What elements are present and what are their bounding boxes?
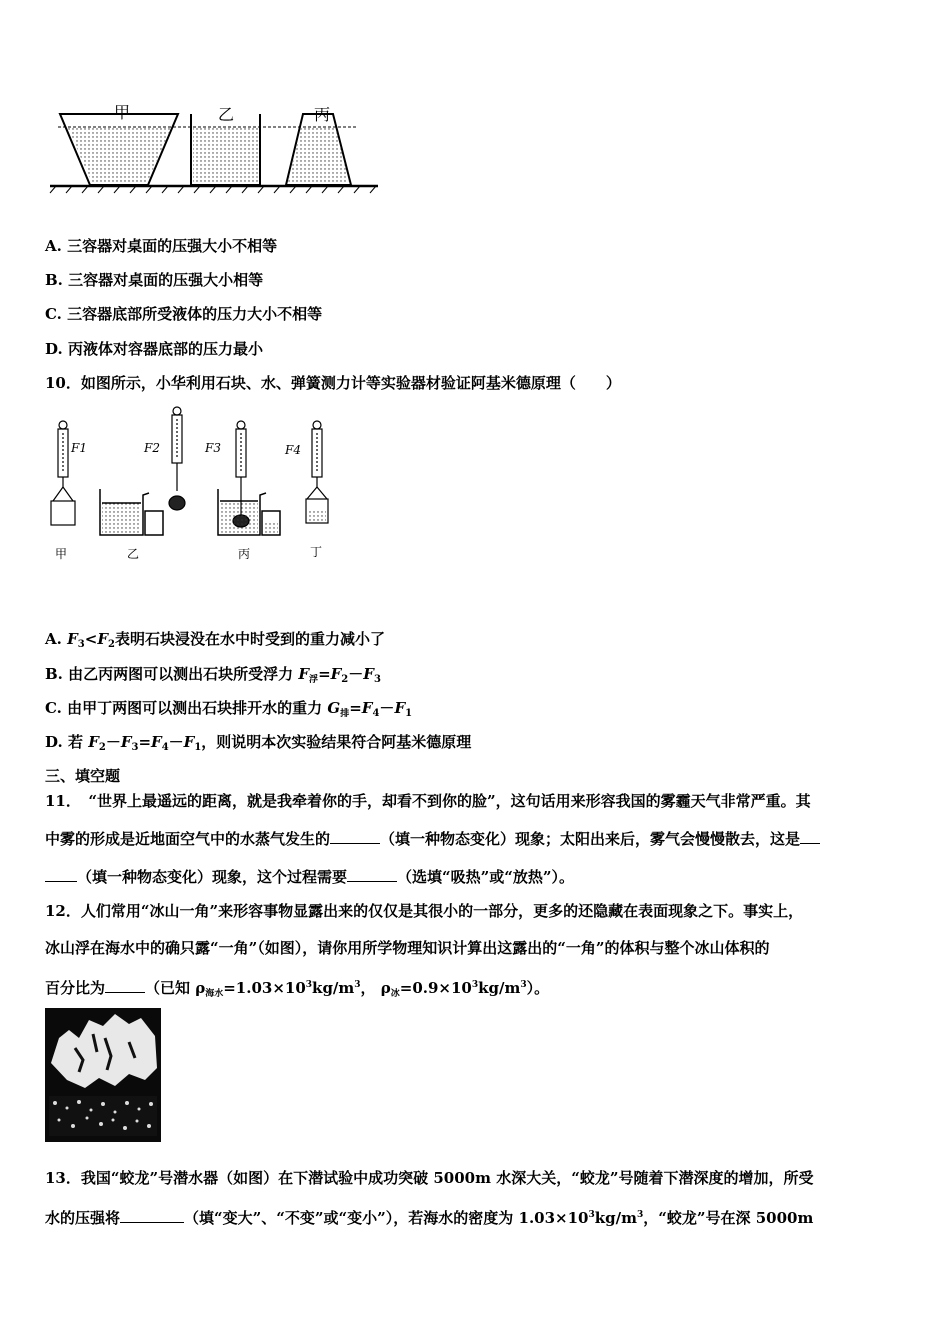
container-label-yi: 乙 [218,105,235,124]
q11-blank-3[interactable] [347,867,397,882]
q9-option-c: C. 三容器底部所受液体的压力大小不相等 [45,305,323,323]
panel-label-jia: 甲 [55,547,68,561]
q11-line3: （填一种物态变化）现象，这个过程需要 （选填“吸热”或“放热”）。 [45,867,574,887]
panel-label-bing: 丙 [238,547,251,561]
overflow-beaker-yi [100,489,163,535]
q13-blank[interactable] [120,1208,184,1223]
q12-line3: 百分比为 （已知 $\rho_{海水}=1.03\times 10^3kg/m^3$， $\rho_冰=0.9\times 10^3kg/m^3$）。 [45,979,550,999]
q9-option-d: D. 丙液体对容器底部的压力最小 [45,340,263,358]
q10-stem: 10．如图所示，小华利用石块、水、弹簧测力计等实验器材验证阿基米德原理（ ） [45,374,621,392]
scale-ding [306,421,328,523]
force-label-f2: F2 [144,441,160,455]
q12-line1: 12．人们常用“冰山一角”来形容事物显露出来的仅仅是其很小的一部分，更多的还隐藏在表面现象之下。事实上， [45,902,804,920]
q9-option-b: B. 三容器对桌面的压强大小相等 [45,271,264,289]
force-label-f1: F1 [71,441,87,455]
container-label-jia: 甲 [114,103,131,122]
q10-option-b: B. 由乙丙两图可以测出石块所受浮力 $F_浮=F_2-F_3$ [45,665,381,685]
q12-line2: 冰山浮在海水中的确只露“一角”（如图），请你用所学物理知识计算出这露出的“一角”的体积与整个冰山体积的 [45,939,770,957]
container-label-bing: 丙 [314,105,331,124]
q11-blank-2b[interactable] [45,867,77,882]
panel-label-ding: 丁 [310,545,323,559]
containers-diagram [48,100,383,200]
force-label-f4: F4 [285,443,301,457]
archimedes-diagram [45,403,345,568]
q11-line1: 11． “世界上最遥远的距离，就是我牵着你的手，却看不到你的脸”，这句话用来形容我国的雾霾天气非常严重。其 [45,792,811,810]
q11-blank-2a[interactable] [800,829,820,844]
q10-option-a: A. $F_3<F_2$表明石块浸没在水中时受到的重力减小了 [45,630,385,650]
section-title: 三、填空题 [45,767,121,785]
q13-line1: 13．我国“蛟龙”号潜水器（如图）在下潜试验中成功突破 5000m 水深大关，“蛟龙”号随着下潜深度的增加，所受 [45,1169,814,1187]
scale-jia [51,421,75,525]
panel-label-yi: 乙 [127,547,140,561]
q9-option-a: A. 三容器对桌面的压强大小不相等 [45,237,278,255]
scale-yi [169,407,185,510]
q11-line2: 中雾的形成是近地面空气中的水蒸气发生的 （填一种物态变化）现象；太阳出来后，雾气会慢慢散去，这是 [45,829,820,849]
q13-line2: 水的压强将 （填“变大”、“不变”或“变小”），若海水的密度为 $1.03\times 10^3kg/m^3$，“蛟龙”号在深 5000m [45,1209,814,1227]
q12-blank[interactable] [105,978,145,993]
iceberg-image [45,1008,161,1142]
overflow-beaker-bing [218,489,280,535]
containers-figure [48,100,383,200]
q10-option-c: C. 由甲丁两图可以测出石块排开水的重力 $G_排=F_4-F_1$ [45,699,413,719]
q10-option-d: D. 若 $F_2-F_3=F_4-F_1$，则说明本次实验结果符合阿基米德原理 [45,733,472,753]
force-label-f3: F3 [205,441,221,455]
q11-blank-1[interactable] [330,829,380,844]
archimedes-figure [45,403,345,568]
